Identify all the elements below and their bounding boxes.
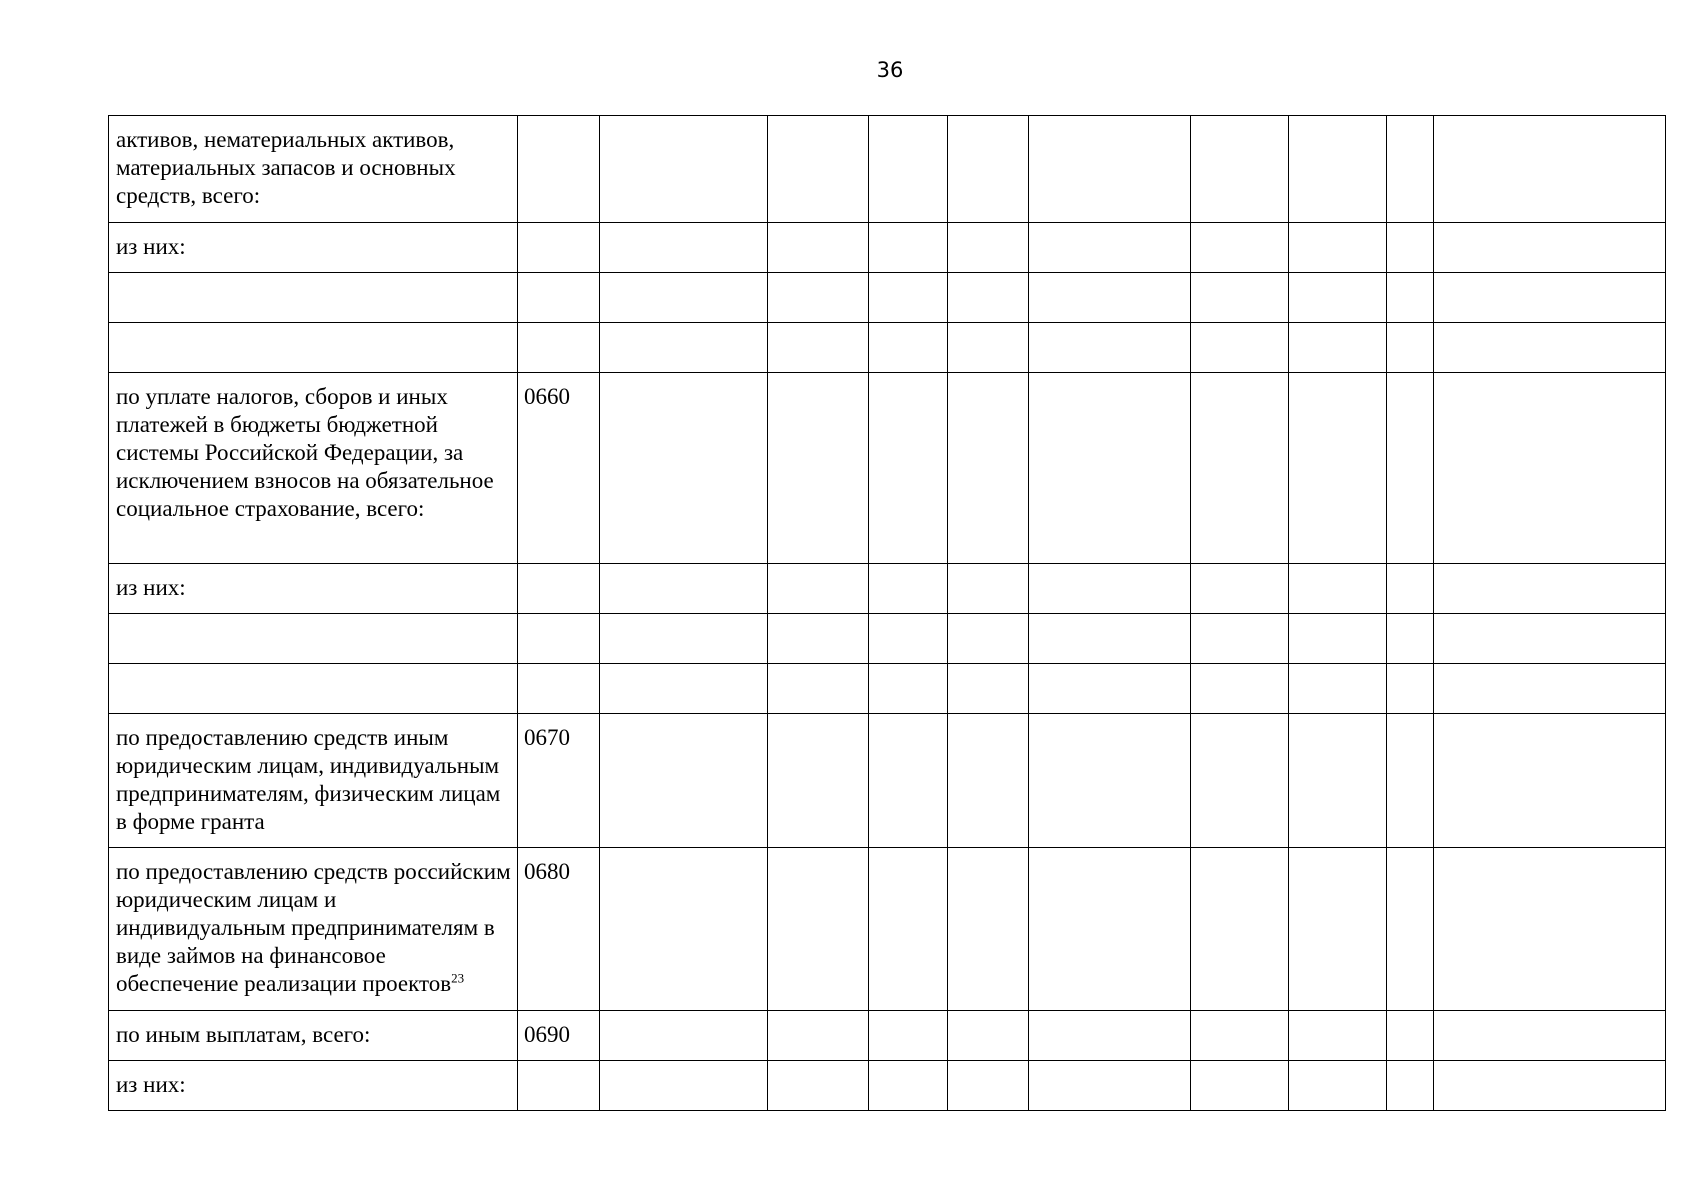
row-label-cell	[109, 223, 518, 273]
empty-value-cell	[1387, 323, 1434, 373]
empty-value-cell	[1289, 223, 1387, 273]
row-label-cell	[109, 848, 518, 1011]
empty-value-cell	[1434, 714, 1666, 848]
row-label: по предоставлению средств иным юридическим лицам, индивидуальным предпринимателям, физическим лицам в форме гранта	[116, 725, 501, 834]
empty-value-cell	[768, 323, 869, 373]
empty-value-cell	[1029, 564, 1191, 614]
empty-value-cell	[948, 1061, 1029, 1111]
page-number: 36	[876, 58, 904, 82]
report-table	[108, 115, 1666, 1111]
table-row	[109, 848, 1666, 1011]
empty-value-cell	[600, 664, 768, 714]
row-label-cell	[109, 273, 518, 323]
empty-value-cell	[1387, 564, 1434, 614]
empty-value-cell	[869, 714, 948, 848]
empty-value-cell	[1289, 714, 1387, 848]
empty-value-cell	[1387, 273, 1434, 323]
row-label: активов, нематериальных активов, материальных запасов и основных средств, всего:	[116, 127, 456, 208]
empty-value-cell	[1029, 116, 1191, 223]
empty-value-cell	[869, 614, 948, 664]
empty-value-cell	[948, 714, 1029, 848]
empty-value-cell	[948, 273, 1029, 323]
row-label-cell	[109, 323, 518, 373]
row-label-cell	[109, 1061, 518, 1111]
empty-value-cell	[600, 116, 768, 223]
empty-value-cell	[600, 714, 768, 848]
empty-value-cell	[600, 323, 768, 373]
empty-value-cell	[948, 116, 1029, 223]
empty-value-cell	[768, 223, 869, 273]
empty-value-cell	[768, 1011, 869, 1061]
empty-value-cell	[1434, 223, 1666, 273]
row-code	[518, 273, 600, 323]
empty-value-cell	[768, 564, 869, 614]
row-code: 0680	[518, 848, 600, 1011]
table-row	[109, 564, 1666, 614]
empty-value-cell	[948, 323, 1029, 373]
empty-value-cell	[1191, 614, 1289, 664]
row-label-cell	[109, 664, 518, 714]
empty-value-cell	[1289, 116, 1387, 223]
empty-value-cell	[600, 614, 768, 664]
table-row	[109, 223, 1666, 273]
row-code	[518, 564, 600, 614]
row-code: 0670	[518, 714, 600, 848]
row-code: 0660	[518, 373, 600, 564]
row-label: по иным выплатам, всего:	[116, 1022, 371, 1047]
row-code	[518, 223, 600, 273]
empty-value-cell	[1029, 223, 1191, 273]
empty-value-cell	[1434, 1011, 1666, 1061]
table-row	[109, 1011, 1666, 1061]
empty-value-cell	[869, 564, 948, 614]
empty-value-cell	[869, 664, 948, 714]
empty-value-cell	[1289, 564, 1387, 614]
empty-value-cell	[869, 1061, 948, 1111]
row-label-cell	[109, 614, 518, 664]
empty-value-cell	[1434, 564, 1666, 614]
table-row	[109, 1061, 1666, 1111]
empty-value-cell	[1387, 664, 1434, 714]
row-code	[518, 664, 600, 714]
row-label: по уплате налогов, сборов и иных платежей в бюджеты бюджетной системы Российской Федерации, за исключением взносов на обязательное социальное страхование, всего:	[116, 384, 494, 521]
empty-value-cell	[1387, 614, 1434, 664]
empty-value-cell	[1029, 323, 1191, 373]
empty-value-cell	[768, 116, 869, 223]
empty-value-cell	[1191, 848, 1289, 1011]
empty-value-cell	[600, 1061, 768, 1111]
row-label: по предоставлению средств российским юридическим лицам и индивидуальным предпринимателям в виде займов на финансовое обеспечение реализации проектов	[116, 859, 511, 996]
table-row	[109, 323, 1666, 373]
empty-value-cell	[1289, 614, 1387, 664]
row-label-cell	[109, 116, 518, 223]
table-body	[109, 116, 1666, 1111]
empty-value-cell	[768, 373, 869, 564]
row-label-cell	[109, 373, 518, 564]
empty-value-cell	[1191, 373, 1289, 564]
empty-value-cell	[600, 564, 768, 614]
row-label-cell	[109, 714, 518, 848]
empty-value-cell	[869, 273, 948, 323]
empty-value-cell	[1191, 1011, 1289, 1061]
empty-value-cell	[1387, 223, 1434, 273]
empty-value-cell	[948, 1011, 1029, 1061]
row-label-cell	[109, 1011, 518, 1061]
empty-value-cell	[1434, 1061, 1666, 1111]
empty-value-cell	[948, 564, 1029, 614]
empty-value-cell	[1434, 848, 1666, 1011]
empty-value-cell	[869, 1011, 948, 1061]
empty-value-cell	[869, 116, 948, 223]
empty-value-cell	[1029, 848, 1191, 1011]
empty-value-cell	[1029, 1061, 1191, 1111]
empty-value-cell	[1289, 664, 1387, 714]
empty-value-cell	[768, 1061, 869, 1111]
row-code: 0690	[518, 1011, 600, 1061]
row-code	[518, 614, 600, 664]
empty-value-cell	[869, 373, 948, 564]
table-row	[109, 116, 1666, 223]
empty-value-cell	[1387, 373, 1434, 564]
empty-value-cell	[869, 323, 948, 373]
empty-value-cell	[1434, 116, 1666, 223]
empty-value-cell	[1434, 273, 1666, 323]
empty-value-cell	[1029, 714, 1191, 848]
empty-value-cell	[768, 614, 869, 664]
empty-value-cell	[600, 273, 768, 323]
empty-value-cell	[1434, 373, 1666, 564]
row-code	[518, 116, 600, 223]
empty-value-cell	[1387, 1061, 1434, 1111]
empty-value-cell	[948, 664, 1029, 714]
empty-value-cell	[1434, 323, 1666, 373]
empty-value-cell	[948, 848, 1029, 1011]
empty-value-cell	[1289, 848, 1387, 1011]
empty-value-cell	[768, 714, 869, 848]
empty-value-cell	[1191, 664, 1289, 714]
empty-value-cell	[1191, 323, 1289, 373]
empty-value-cell	[768, 848, 869, 1011]
empty-value-cell	[1434, 664, 1666, 714]
empty-value-cell	[1191, 116, 1289, 223]
empty-value-cell	[948, 223, 1029, 273]
empty-value-cell	[600, 848, 768, 1011]
table-row	[109, 714, 1666, 848]
empty-value-cell	[1029, 373, 1191, 564]
empty-value-cell	[1191, 714, 1289, 848]
table-row	[109, 614, 1666, 664]
empty-value-cell	[1191, 1061, 1289, 1111]
empty-value-cell	[1191, 223, 1289, 273]
table-row	[109, 273, 1666, 323]
empty-value-cell	[1387, 714, 1434, 848]
empty-value-cell	[1029, 273, 1191, 323]
row-label: из них:	[116, 1072, 186, 1097]
row-label-cell	[109, 564, 518, 614]
footnote-mark: 23	[451, 970, 465, 986]
empty-value-cell	[948, 614, 1029, 664]
empty-value-cell	[869, 223, 948, 273]
row-code	[518, 323, 600, 373]
empty-value-cell	[1289, 373, 1387, 564]
empty-value-cell	[1191, 273, 1289, 323]
empty-value-cell	[869, 848, 948, 1011]
empty-value-cell	[1289, 1061, 1387, 1111]
row-label: из них:	[116, 575, 186, 600]
empty-value-cell	[1029, 1011, 1191, 1061]
empty-value-cell	[600, 223, 768, 273]
empty-value-cell	[600, 373, 768, 564]
empty-value-cell	[768, 664, 869, 714]
table-row	[109, 664, 1666, 714]
empty-value-cell	[1289, 1011, 1387, 1061]
empty-value-cell	[1387, 116, 1434, 223]
empty-value-cell	[768, 273, 869, 323]
empty-value-cell	[1289, 273, 1387, 323]
empty-value-cell	[948, 373, 1029, 564]
empty-value-cell	[1029, 664, 1191, 714]
row-label: из них:	[116, 234, 186, 259]
empty-value-cell	[1387, 848, 1434, 1011]
empty-value-cell	[1434, 614, 1666, 664]
empty-value-cell	[1191, 564, 1289, 614]
row-code	[518, 1061, 600, 1111]
empty-value-cell	[1387, 1011, 1434, 1061]
empty-value-cell	[600, 1011, 768, 1061]
empty-value-cell	[1029, 614, 1191, 664]
empty-value-cell	[1289, 323, 1387, 373]
table-row	[109, 373, 1666, 564]
